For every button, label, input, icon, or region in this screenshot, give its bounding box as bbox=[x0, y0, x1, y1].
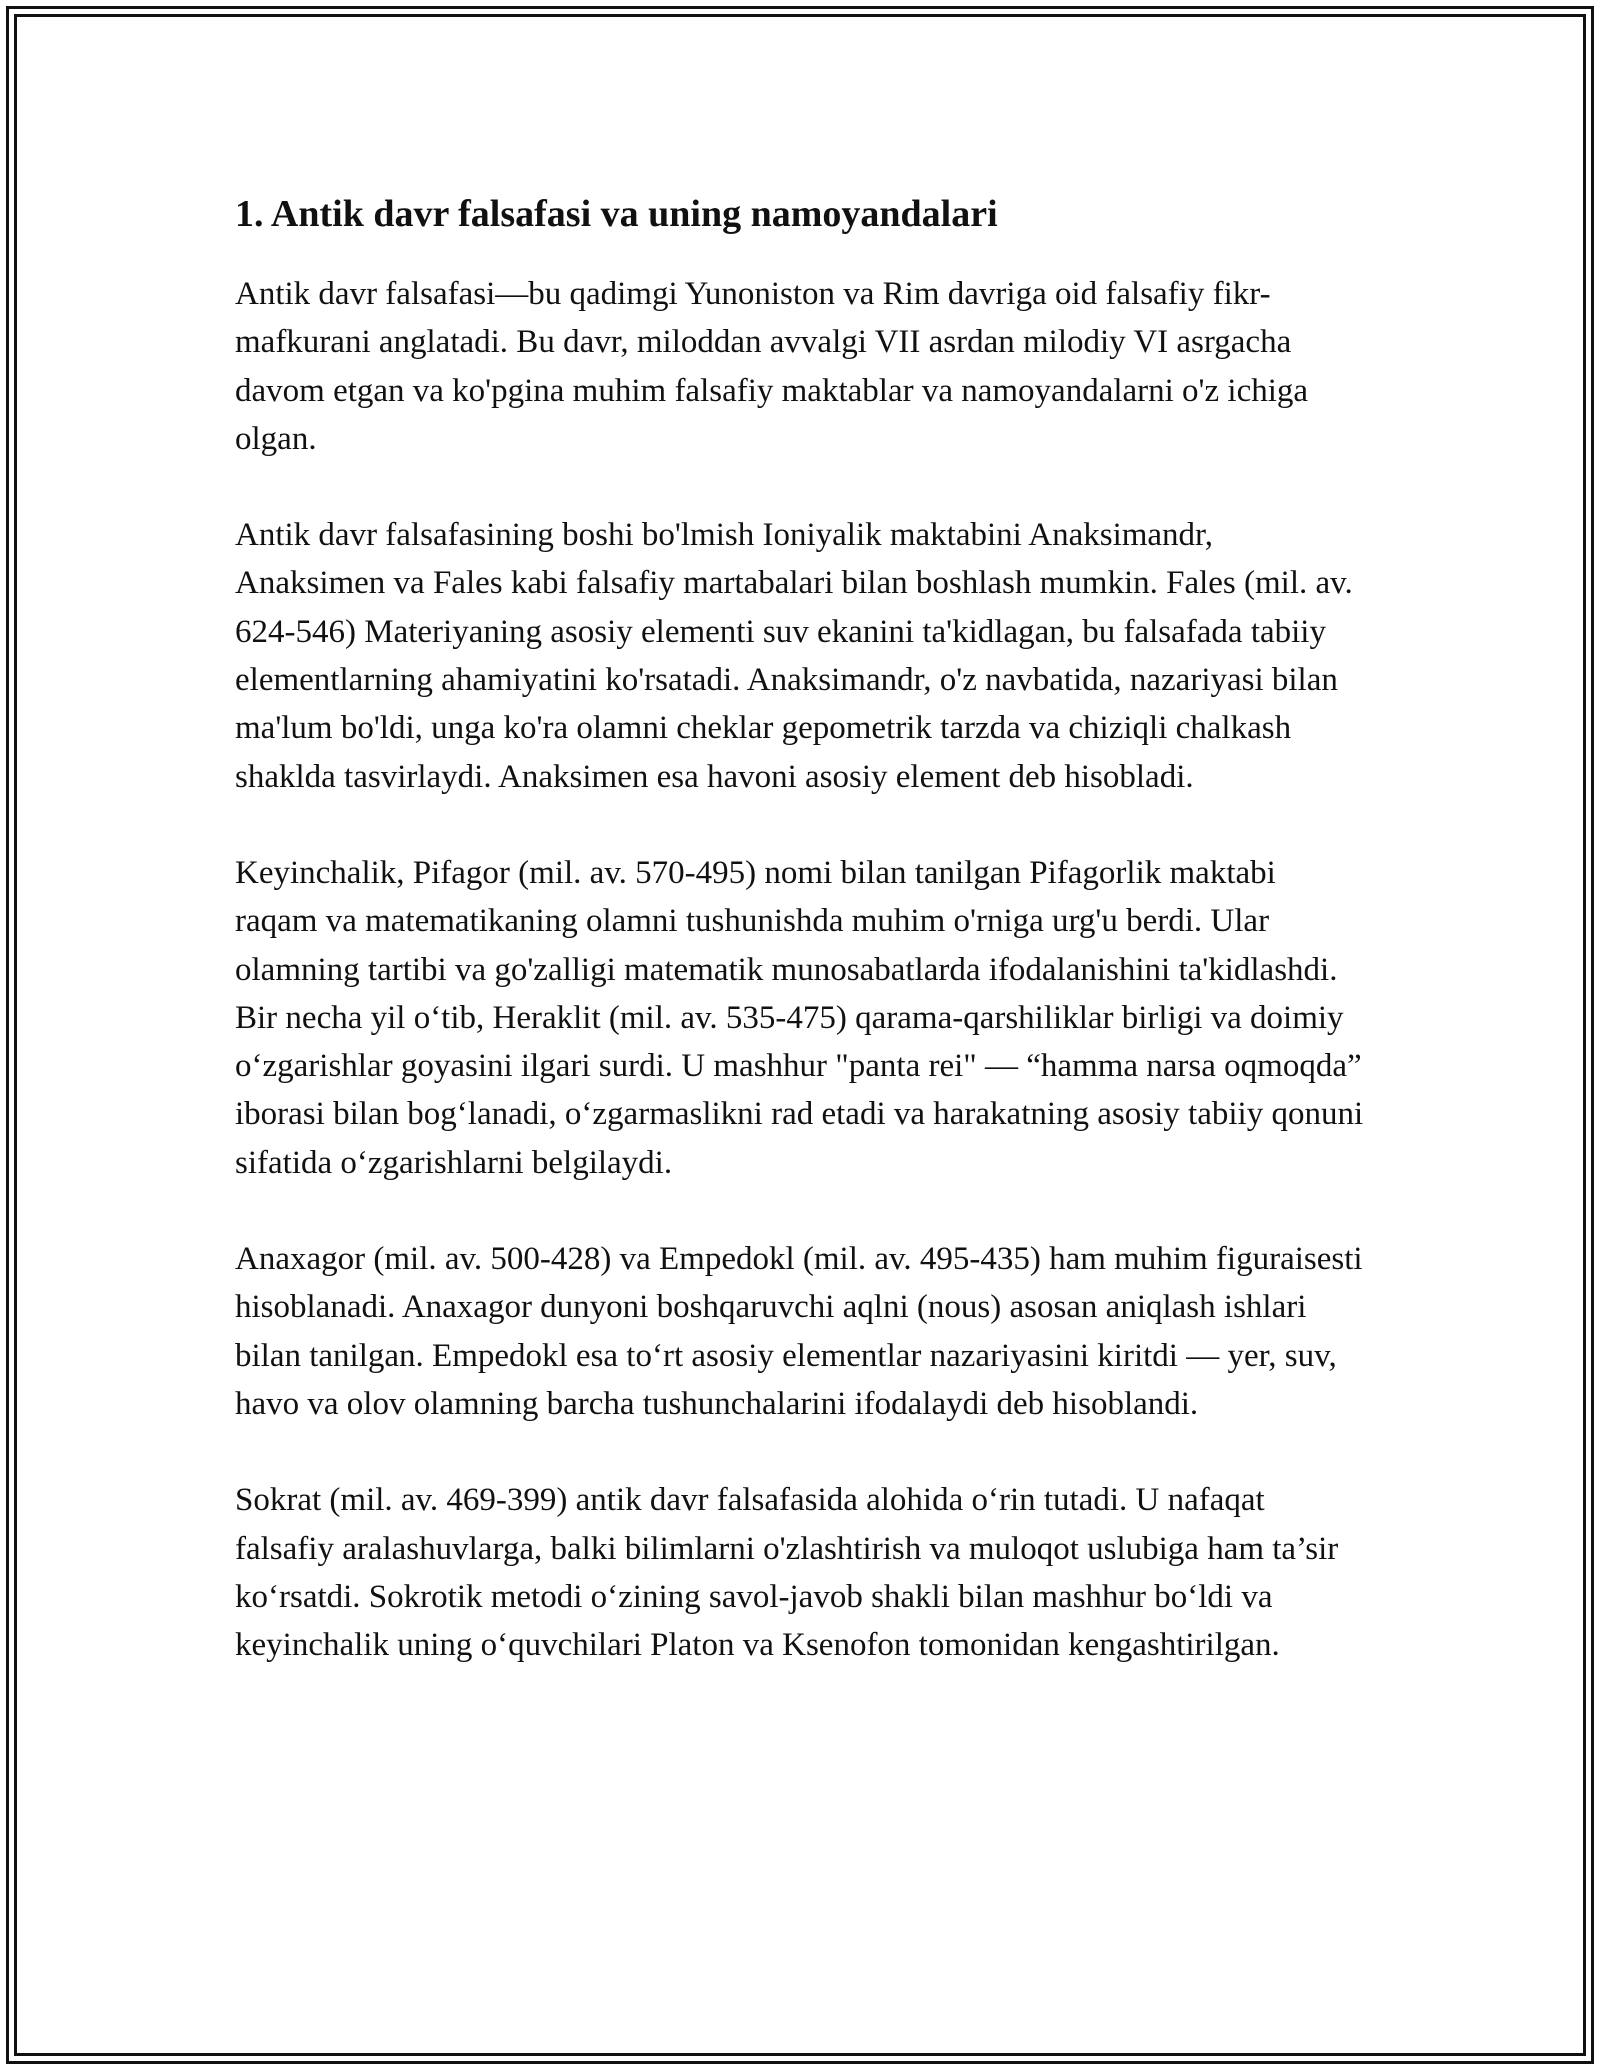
paragraph-ionian-school: Antik davr falsafasining boshi bo'lmish Ioniyalik maktabini Anaksimandr, Anaksimen va Fales kabi falsafiy martabalari bilan boshlash mumkin. Fales (mil. av. 624-546) Materiyaning asosiy elementi suv ekanini ta'kidlagan, bu falsafada tabiiy elementlarning ahamiyatini ko'rsatadi. Anaksimandr, o'z navbatida, nazariyasi bilan ma'lum bo'ldi, unga ko'ra olamni cheklar gepometrik tarzda va chiziqli chalkash shaklda tasvirlaydi. Anaksimen esa havoni asosiy element deb hisobladi. bbox=[235, 517, 1353, 795]
document-body bbox=[235, 186, 1365, 1717]
page-title: 1. Antik davr falsafasi va uning namoyandalari bbox=[235, 193, 998, 235]
paragraph-socrates: Sokrat (mil. av. 469-399) antik davr falsafasida alohida o‘rin tutadi. U nafaqat falsafiy aralashuvlarga, balki bilimlarni o'zlashtirish va muloqot uslubiga ham ta’sir ko‘rsatdi. Sokrotik metodi o‘zining savol-javob shakli bilan mashhur bo‘ldi va keyinchalik uning o‘quvchilari Platon va Ksenofon tomonidan kengashtirilgan. bbox=[235, 1482, 1339, 1664]
paragraph-anaxagoras-empedocles: Anaxagor (mil. av. 500-428) va Empedokl (mil. av. 495-435) ham muhim figuraisesti hisoblanadi. Anaxagor dunyoni boshqaruvchi aqlni (nous) asosan aniqlash ishlari bilan tanilgan. Empedokl esa to‘rt asosiy elementlar nazariyasini kiritdi — yer, suv, havo va olov olamning barcha tushunchalarini ifodalaydi deb hisoblandi. bbox=[235, 1241, 1363, 1422]
paragraph-pythagoras-heraclitus: Keyinchalik, Pifagor (mil. av. 570-495) nomi bilan tanilgan Pifagorlik maktabi raqam va matematikaning olamni tushunishda muhim o'rniga urg'u berdi. Ular olamning tartibi va go'zalligi matematik munosabatlarda ifodalanishini ta'kidlashdi. Bir necha yil o‘tib, Heraklit (mil. av. 535-475) qarama-qarshiliklar birligi va doimiy o‘zgarishlar goyasini ilgari surdi. U mashhur "panta rei" — “hamma narsa oqmoqda” iborasi bilan bog‘lanadi, o‘zgarmaslikni rad etadi va harakatning asosiy tabiiy qonuni sifatida o‘zgarishlarni belgilaydi. bbox=[235, 854, 1364, 1181]
paragraph-intro: Antik davr falsafasi—bu qadimgi Yunoniston va Rim davriga oid falsafiy fikr-mafkurani anglatadi. Bu davr, miloddan avvalgi VII asrdan milodiy VI asrgacha davom etgan va ko'pgina muhim falsafiy maktablar va namoyandalarni o'z ichiga olgan. bbox=[235, 276, 1309, 457]
